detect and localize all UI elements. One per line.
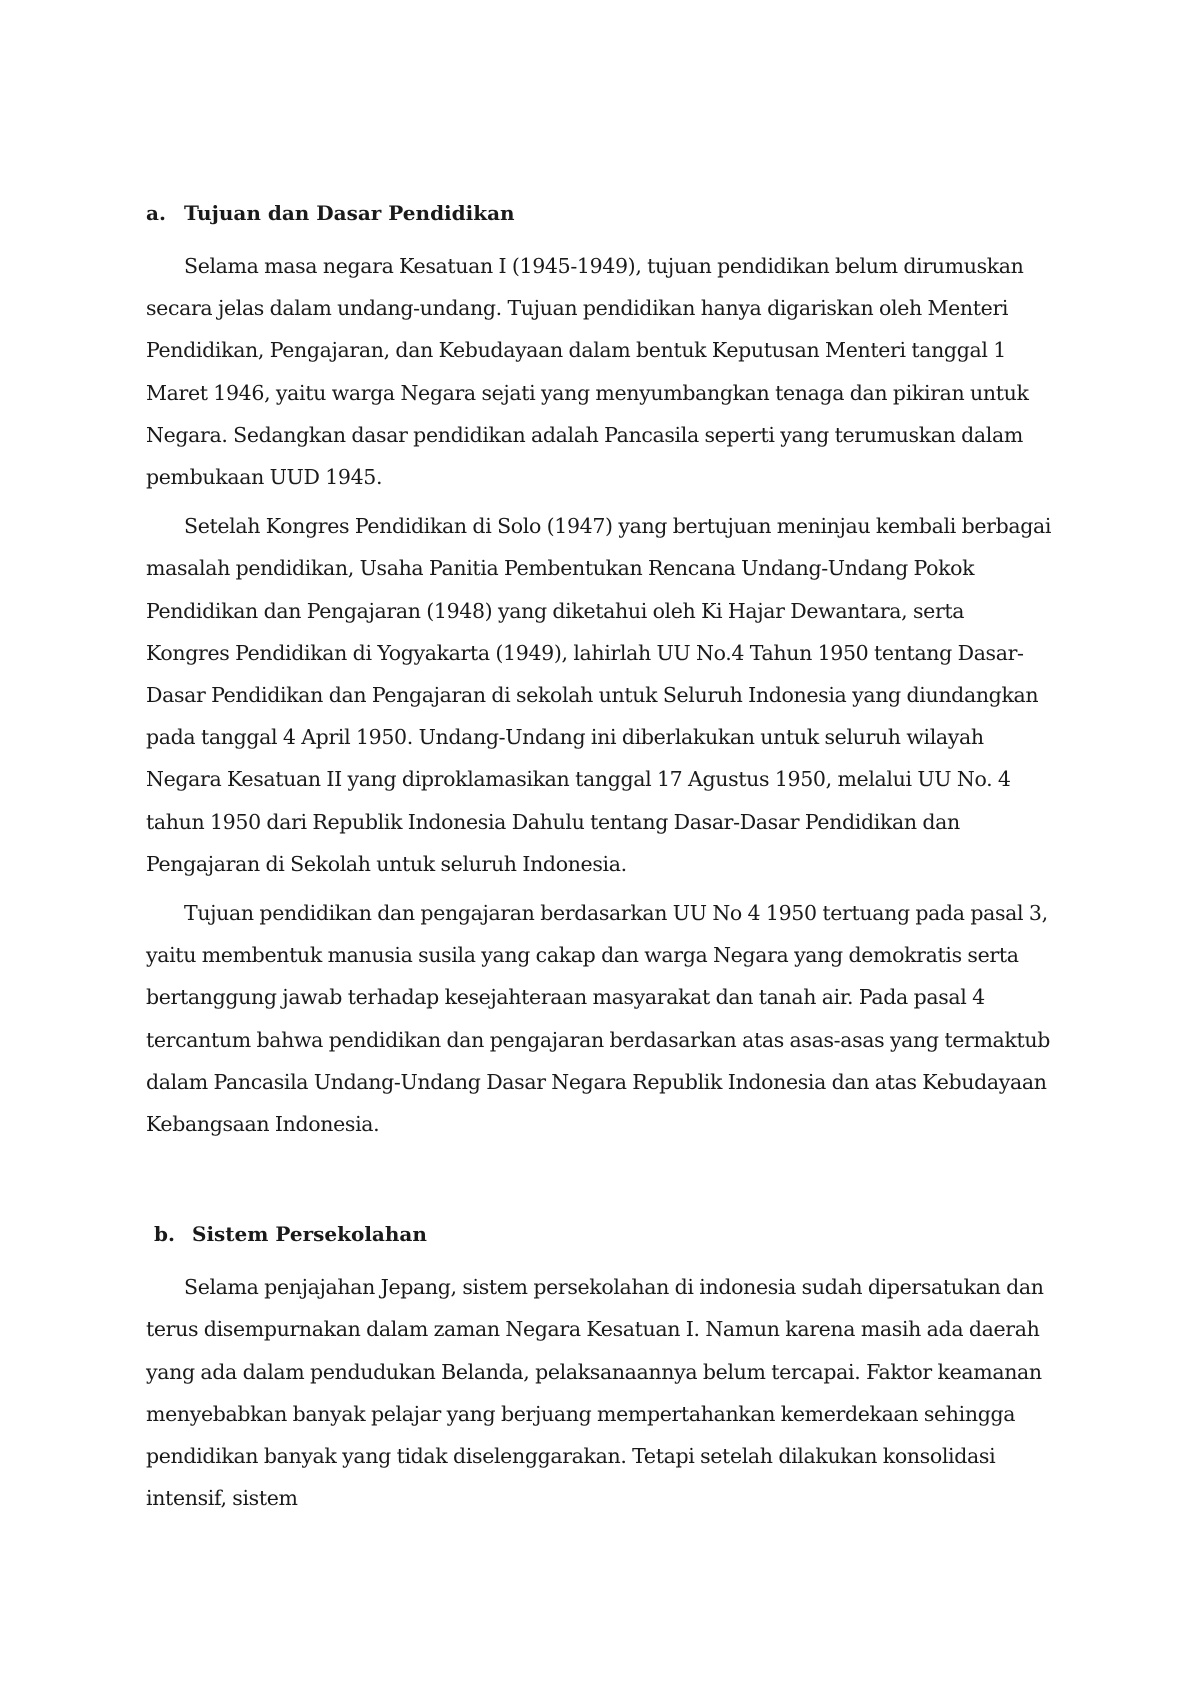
section-heading-a bbox=[146, 198, 1052, 228]
paragraph: Selama masa negara Kesatuan I (1945-1949), tujuan pendidikan belum dirumuskan secara jelas dalam undang-undang. Tujuan pendidikan hanya digariskan oleh Menteri Pendidikan, Pengajaran, dan Kebudayaan dalam bentuk Keputusan Menteri tanggal 1 Maret 1946, yaitu warga Negara sejati yang menyumbangkan tenaga dan pikiran untuk Negara. Sedangkan dasar pendidikan adalah Pancasila seperti yang terumuskan dalam pembukaan UUD 1945. bbox=[146, 254, 1029, 490]
section-heading-b bbox=[154, 1219, 1052, 1249]
section-spacer bbox=[146, 1152, 1052, 1219]
section-title: Sistem Persekolahan bbox=[192, 1222, 427, 1247]
paragraph: Tujuan pendidikan dan pengajaran berdasarkan UU No 4 1950 tertuang pada pasal 3, yaitu membentuk manusia susila yang cakap dan warga Negara yang demokratis serta bertanggung jawab terhadap kesejahteraan masyarakat dan tanah air. Pada pasal 4 tercantum bahwa pendidikan dan pengajaran berdasarkan atas asas-asas yang termaktub dalam Pancasila Undang-Undang Dasar Negara Republik Indonesia dan atas Kebudayaan Kebangsaan Indonesia. bbox=[146, 901, 1051, 1137]
paragraph: Setelah Kongres Pendidikan di Solo (1947) yang bertujuan meninjau kembali berbagai masalah pendidikan, Usaha Panitia Pembentukan Rencana Undang-Undang Pokok Pendidikan dan Pengajaran (1948) yang diketahui oleh Ki Hajar Dewantara, serta Kongres Pendidikan di Yogyakarta (1949), lahirlah UU No.4 Tahun 1950 tentang Dasar-Dasar Pendidikan dan Pengajaran di sekolah untuk Seluruh Indonesia yang diundangkan pada tanggal 4 April 1950. Undang-Undang ini diberlakukan untuk seluruh wilayah Negara Kesatuan II yang diproklamasikan tanggal 17 Agustus 1950, melalui UU No. 4 tahun 1950 dari Republik Indonesia Dahulu tentang Dasar-Dasar Pendidikan dan Pengajaran di Sekolah untuk seluruh Indonesia. bbox=[146, 514, 1052, 876]
document-body bbox=[146, 198, 1052, 1526]
section-marker: a. bbox=[146, 201, 166, 225]
section-marker: b. bbox=[154, 1222, 175, 1247]
section-title: Tujuan dan Dasar Pendidikan bbox=[184, 201, 515, 225]
paragraph: Selama penjajahan Jepang, sistem persekolahan di indonesia sudah dipersatukan dan terus disempurnakan dalam zaman Negara Kesatuan I. Namun karena masih ada daerah yang ada dalam pendudukan Belanda, pelaksanaannya belum tercapai. Faktor keamanan menyebabkan banyak pelajar yang berjuang mempertahankan kemerdekaan sehingga pendidikan banyak yang tidak diselenggarakan. Tetapi setelah dilakukan konsolidasi intensif, sistem bbox=[146, 1275, 1044, 1511]
